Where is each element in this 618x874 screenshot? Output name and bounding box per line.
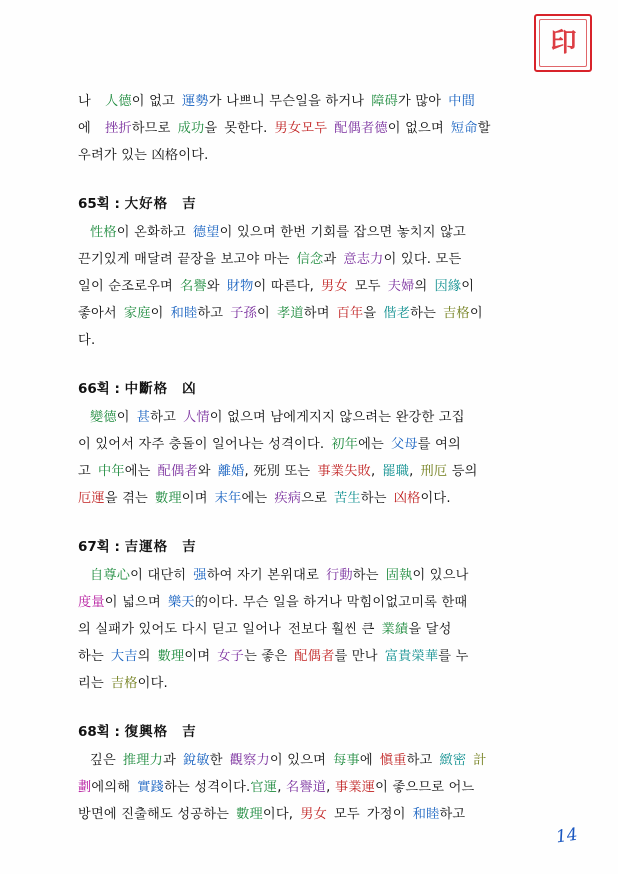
text-line	[78, 246, 544, 273]
hangul-text: 하고	[406, 753, 433, 768]
section-number: 66획 :	[78, 381, 125, 397]
hangul-text: 이 있다. 모든	[383, 252, 462, 267]
hanja-token: 配偶者	[157, 464, 198, 479]
hanja-token: 配偶者	[294, 649, 335, 664]
hanja-token: 因緣	[434, 279, 462, 294]
section-fortune: 吉	[182, 539, 197, 555]
hangul-text: 고	[78, 464, 91, 479]
hangul-text: 이 따른다,	[253, 279, 315, 294]
hangul-text: 방면에 진출해도 성공하는	[78, 807, 230, 822]
section-heading-65	[78, 191, 544, 217]
body-paragraphs	[78, 88, 544, 828]
hanja-token: 家庭	[123, 306, 151, 321]
seal-text: 印	[550, 28, 576, 58]
hangul-text: ,	[370, 464, 376, 479]
section-number: 68획 :	[78, 724, 125, 740]
hangul-text: 나	[78, 94, 91, 109]
hanja-token: 離婚	[217, 464, 245, 479]
hangul-text: ,	[409, 464, 414, 479]
hangul-text: 한	[209, 753, 223, 768]
hanja-token: 配偶者德	[334, 121, 388, 136]
hangul-text: 하는	[410, 306, 437, 321]
hanja-token: 推理力	[122, 753, 164, 768]
hanja-token: 夫婦	[387, 279, 415, 294]
hangul-text: 하므로	[131, 121, 171, 136]
hangul-text: 하고	[197, 306, 224, 321]
hangul-text: 에	[359, 753, 373, 768]
text-line	[78, 142, 544, 169]
hanja-token: 觀察力	[229, 753, 270, 768]
hangul-text: 는 좋은	[244, 649, 288, 664]
hangul-text: 이 없고	[131, 94, 175, 109]
hangul-text: 이 넓으며	[104, 595, 161, 610]
hanja-token: 吉格	[110, 676, 138, 691]
hanja-token: 名譽道	[286, 780, 327, 795]
hangul-text: 이며	[181, 491, 208, 506]
hangul-text: 에는	[241, 491, 268, 506]
hangul-text: 의	[414, 279, 428, 294]
text-line	[78, 643, 544, 670]
hangul-text: 다.	[78, 333, 96, 348]
hanja-token: 罷職	[382, 464, 410, 479]
hangul-text: 하며	[303, 306, 330, 321]
hanja-token: 行動	[326, 568, 353, 583]
hanja-token: 男女	[321, 279, 348, 294]
text-line	[78, 88, 544, 115]
hanja-token: 官運	[250, 780, 278, 795]
hangul-text: 하는	[360, 491, 387, 506]
hanja-token: 實踐	[137, 780, 164, 795]
hanja-token: 成功	[177, 121, 205, 136]
hangul-text: 이 없으며 남에게지지 않으려는 완강한 고집	[209, 410, 465, 425]
hangul-text: 하는	[78, 649, 104, 664]
hanja-token: 人德	[104, 94, 132, 109]
hangul-text: 이	[461, 279, 475, 294]
hanja-token: 苦生	[334, 491, 361, 506]
text-line	[78, 404, 544, 431]
hanja-token: 愼重	[379, 753, 407, 768]
hangul-text: 하고	[150, 410, 177, 425]
section-heading-66	[78, 376, 544, 402]
section-heading-67	[78, 534, 544, 560]
hanja-token: 初年	[331, 437, 359, 452]
hangul-text: 모두	[354, 279, 381, 294]
hanja-token: 數理	[157, 649, 185, 664]
hanja-token: 父母	[391, 437, 418, 452]
hanja-token: 挫折	[104, 121, 132, 136]
hanja-token: 計	[473, 753, 487, 768]
hangul-text: 을	[204, 121, 218, 136]
section-body-67	[78, 562, 544, 697]
hanja-token: 度量	[78, 595, 105, 610]
text-line	[78, 458, 544, 485]
hanja-token: 偕老	[383, 306, 411, 321]
document-body	[78, 88, 544, 832]
hanja-token: 人情	[183, 410, 210, 425]
hangul-text: 모두	[333, 807, 360, 822]
hangul-text: 이다.	[420, 491, 451, 506]
hangul-text: , 死別 또는	[244, 464, 311, 479]
hangul-text: 하고	[439, 807, 466, 822]
hangul-text: 을 겪는	[104, 491, 148, 506]
hangul-text: 이 있으나	[412, 568, 469, 583]
hanja-token: 信念	[296, 252, 324, 267]
hangul-text: 의 실패가 있어도 다시 딛고 일어나	[78, 622, 282, 637]
text-line	[78, 431, 544, 458]
hangul-text: 으로	[301, 491, 328, 506]
hanja-token: 中年	[97, 464, 125, 479]
section-heading-68	[78, 719, 544, 745]
section-body-68	[78, 747, 544, 828]
hanja-token: 强	[193, 568, 207, 583]
hangul-text: 리는	[78, 676, 104, 691]
hangul-text: 이 좋으므로 어느	[375, 780, 475, 795]
hanja-token: 障碍	[371, 94, 399, 109]
hangul-text: 的이다. 무슨 일을 하거나 막힘이없고미록 한때	[194, 595, 468, 610]
text-line	[78, 670, 544, 697]
text-line	[78, 273, 544, 300]
hangul-text: 우려가 있는 凶格이다.	[78, 148, 209, 163]
text-line	[78, 219, 544, 246]
hangul-text: 과	[323, 252, 337, 267]
hangul-text: 깊은	[90, 753, 116, 768]
hanja-token: 甚	[136, 410, 151, 425]
section-number: 65획 :	[78, 196, 125, 212]
text-line	[78, 300, 544, 327]
hangul-text: 이	[469, 306, 483, 321]
hanja-token: 和睦	[412, 807, 440, 822]
text-line	[78, 327, 544, 354]
hanja-token: 孝道	[276, 306, 304, 321]
hanja-token: 子孫	[230, 306, 258, 321]
hanja-token: 業績	[381, 622, 409, 637]
hanja-token: 刑厄	[420, 464, 448, 479]
section-fortune: 吉	[182, 196, 197, 212]
hanja-token: 男女모두	[274, 121, 328, 136]
hanja-token: 數理	[236, 807, 263, 822]
hanja-token: 緻密	[439, 753, 467, 768]
hangul-text: 이 있어서 자주 충돌이 일어나는 성격이다.	[78, 437, 325, 452]
section-number: 67획 :	[78, 539, 125, 555]
hanja-token: 每事	[333, 753, 360, 768]
hangul-text: 의	[137, 649, 151, 664]
hangul-text: 전보다 훨씬 큰	[288, 622, 375, 637]
hangul-text: 과	[163, 753, 177, 768]
text-line	[78, 616, 544, 643]
hangul-text: 와	[206, 279, 220, 294]
text-line	[78, 801, 544, 828]
hanja-token: 富貴榮華	[384, 649, 439, 664]
hangul-text: 이다,	[262, 807, 294, 822]
text-line	[78, 485, 544, 512]
hanja-token: 財物	[226, 279, 254, 294]
section-body-65	[78, 219, 544, 354]
hanja-token: 厄運	[78, 491, 105, 506]
hangul-text: 를 누	[438, 649, 469, 664]
hangul-text: 하여 자기 본위대로	[206, 568, 320, 583]
red-seal-stamp	[534, 14, 592, 72]
section-fortune: 吉	[182, 724, 197, 740]
text-line	[78, 562, 544, 589]
hangul-text: 이 없으며	[387, 121, 444, 136]
hanja-token: 銳敏	[183, 753, 210, 768]
hangul-text: ,	[326, 780, 335, 795]
hangul-text: 이 온화하고	[116, 225, 186, 240]
section-body-66	[78, 404, 544, 512]
hangul-text: 이	[257, 306, 270, 321]
hanja-token: 事業失敗	[317, 464, 371, 479]
text-line	[78, 589, 544, 616]
hangul-text: ,	[277, 780, 286, 795]
seal-inner-border	[539, 19, 587, 67]
hanja-token: 自尊心	[90, 568, 131, 583]
hangul-text: 에는	[358, 437, 384, 452]
page-number: 14	[554, 824, 579, 848]
hanja-token: 男女	[300, 807, 327, 822]
hanja-token: 性格	[90, 225, 117, 240]
hangul-text: 가정이	[366, 807, 406, 822]
hangul-text: 할	[477, 121, 491, 136]
paragraph-intro	[78, 88, 544, 169]
section-name: 中斷格	[124, 381, 169, 397]
hangul-text: 이다.	[137, 676, 168, 691]
text-line	[78, 747, 544, 774]
hangul-text: 일이 순조로우며	[78, 279, 173, 294]
hanja-token: 事業運	[334, 780, 376, 795]
hangul-text: 하는	[352, 568, 379, 583]
hangul-text: 를 여의	[417, 437, 461, 452]
text-line	[78, 115, 544, 142]
hangul-text: 이 대단히	[130, 568, 187, 583]
hangul-text: 이며	[184, 649, 211, 664]
hanja-token: 固執	[385, 568, 413, 583]
hangul-text: 좋아서	[78, 306, 117, 321]
hanja-token: 名譽	[179, 279, 207, 294]
hangul-text: 와	[197, 464, 211, 479]
hangul-text: 이 있으며	[269, 753, 327, 768]
hanja-token: 意志力	[343, 252, 384, 267]
hanja-token: 凶格	[393, 491, 421, 506]
hangul-text: 등의	[447, 464, 478, 479]
hangul-text: 가 많아	[398, 94, 442, 109]
hangul-text: 에의해	[91, 780, 131, 795]
hangul-text: 하는 성격이다.	[164, 780, 251, 795]
hanja-token: 疾病	[274, 491, 302, 506]
hangul-text: 이 있으며 한번 기회를 잡으면 놓치지 않고	[219, 225, 466, 240]
hanja-token: 和睦	[170, 306, 198, 321]
hangul-text: 을 달성	[408, 622, 452, 637]
hanja-token: 中間	[448, 94, 476, 109]
hangul-text: 이	[150, 306, 164, 321]
section-name: 大好格	[124, 196, 169, 212]
hangul-text: 를 만나	[334, 649, 378, 664]
hanja-token: 女子	[217, 649, 245, 664]
hangul-text: 못한다.	[224, 121, 268, 136]
section-fortune: 凶	[182, 381, 197, 397]
hanja-token: 德望	[192, 225, 220, 240]
hanja-token: 變德	[90, 410, 117, 425]
hangul-text: 에는	[124, 464, 151, 479]
hanja-token: 百年	[336, 306, 364, 321]
hangul-text: 에	[78, 121, 91, 136]
hangul-text: 을	[363, 306, 377, 321]
hanja-token: 劃	[78, 780, 92, 795]
hanja-token: 數理	[155, 491, 182, 506]
hanja-token: 樂天	[167, 595, 195, 610]
hangul-text: 끈기있게 매달려 끝장을 보고야 마는	[78, 252, 290, 267]
hangul-text: 이	[116, 410, 130, 425]
hanja-token: 運勢	[181, 94, 209, 109]
hanja-token: 吉格	[443, 306, 470, 321]
section-name: 復興格	[124, 724, 169, 740]
section-name: 吉運格	[124, 539, 169, 555]
text-line	[78, 774, 544, 801]
hangul-text: 가 나쁘니 무슨일을 하거나	[208, 94, 365, 109]
hanja-token: 末年	[214, 491, 242, 506]
hanja-token: 大吉	[110, 649, 138, 664]
hanja-token: 短命	[450, 121, 478, 136]
